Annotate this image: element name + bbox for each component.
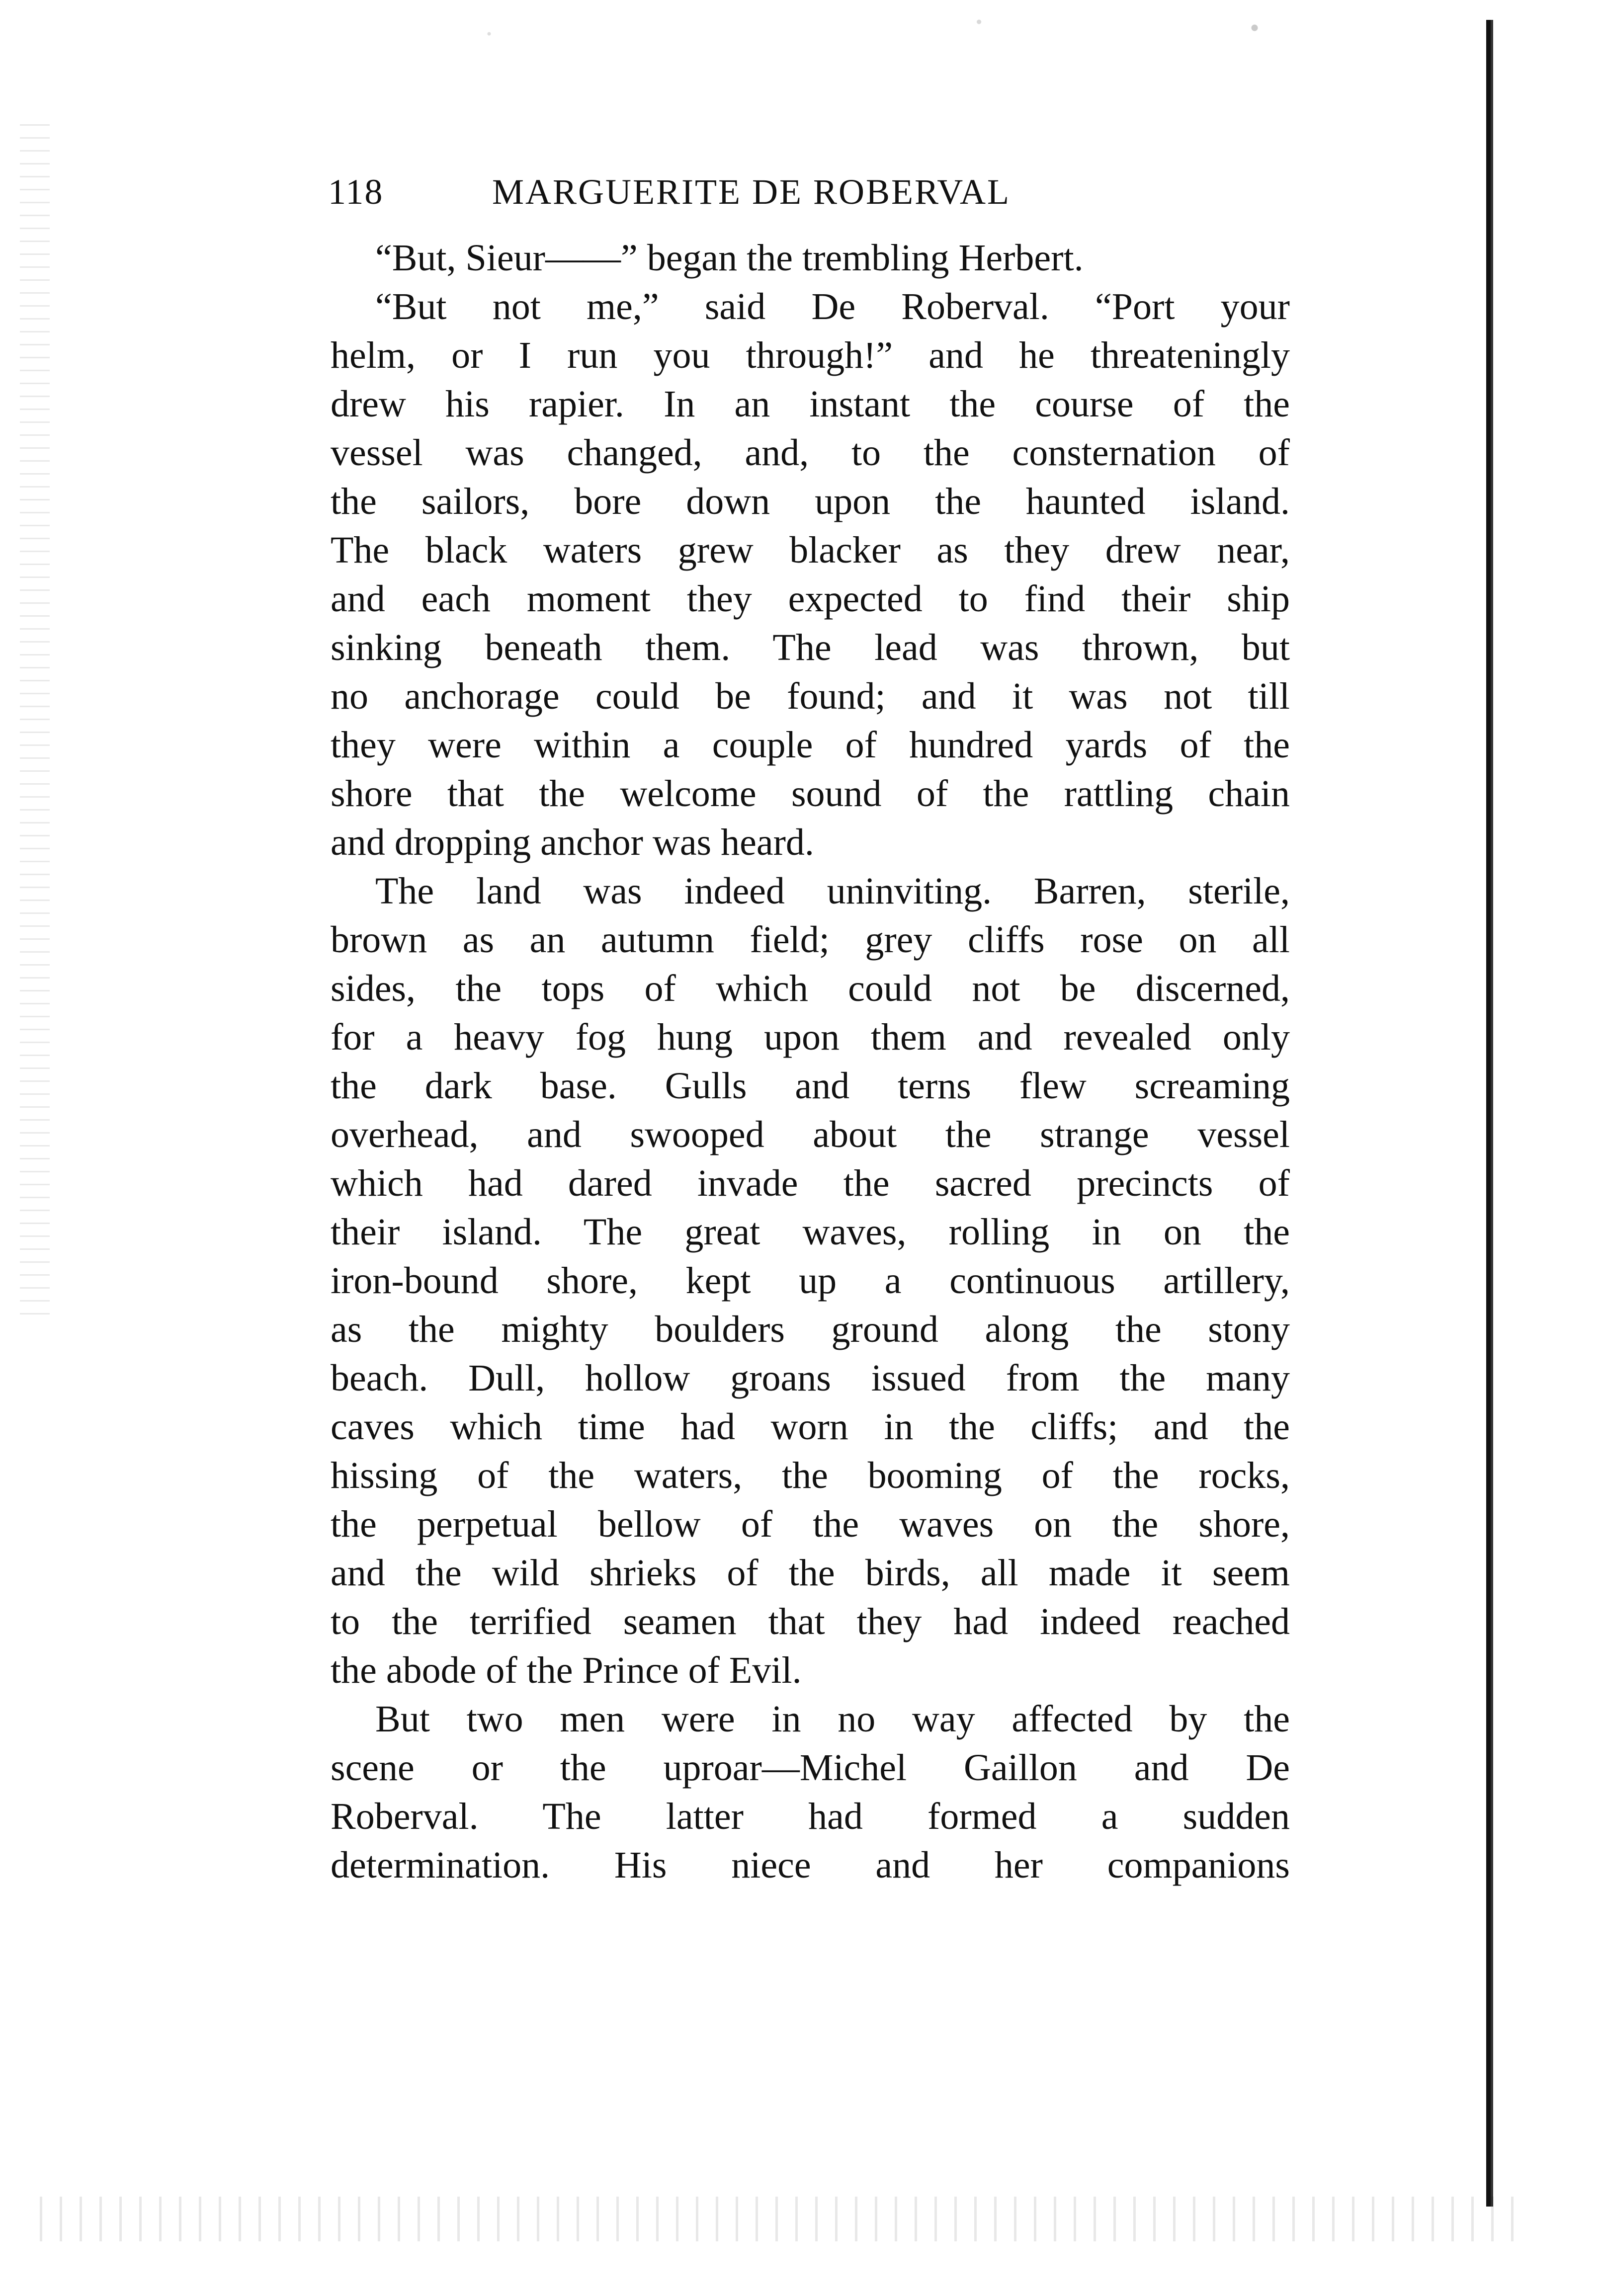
text-line: sides, the tops of which could not be discerned, (331, 968, 1290, 1009)
text-line: The land was indeed uninviting. Barren, sterile, (375, 870, 1290, 912)
text-line: the dark base. Gulls and terns flew screaming (331, 1065, 1290, 1107)
text-line: Roberval. The latter had formed a sudden (331, 1796, 1290, 1837)
text-line: brown as an autumn field; grey cliffs rose on all (331, 919, 1290, 961)
paragraph (331, 282, 1290, 867)
text-line: determination. His niece and her companions (331, 1844, 1290, 1886)
text-line: and dropping anchor was heard. (331, 821, 814, 863)
text-line: no anchorage could be found; and it was not till (331, 675, 1290, 717)
text-line: sinking beneath them. The lead was thrown, but (331, 627, 1290, 668)
body-text (331, 234, 1290, 1889)
text-line: the abode of the Prince of Evil. (331, 1649, 802, 1691)
text-line: beach. Dull, hollow groans issued from the many (331, 1357, 1290, 1399)
text-line: vessel was changed, and, to the consternation of (331, 432, 1290, 474)
paragraph (331, 1695, 1290, 1889)
text-line: shore that the welcome sound of the rattling chain (331, 773, 1290, 815)
page-header (328, 171, 1307, 216)
text-line: caves which time had worn in the cliffs; and the (331, 1406, 1290, 1448)
text-line: hissing of the waters, the booming of the rocks, (331, 1455, 1290, 1496)
text-line: iron-bound shore, kept up a continuous artillery, (331, 1260, 1290, 1302)
scan-noise-top (30, 10, 1561, 70)
scan-noise-left (20, 124, 50, 1317)
text-line: scene or the uproar—Michel Gaillon and De (331, 1747, 1290, 1789)
text-line: they were within a couple of hundred yards of the (331, 724, 1290, 766)
scan-noise-bottom (40, 2197, 1531, 2241)
text-line: “But not me,” said De Roberval. “Port your (375, 286, 1290, 328)
text-line: the sailors, bore down upon the haunted island. (331, 481, 1290, 522)
page-edge-shadow (1486, 20, 1493, 2207)
text-line: drew his rapier. In an instant the course of the (331, 383, 1290, 425)
text-line: But two men were in no way affected by the (375, 1698, 1290, 1740)
text-line: the perpetual bellow of the waves on the shore, (331, 1503, 1290, 1545)
text-line: which had dared invade the sacred precincts of (331, 1162, 1290, 1204)
text-line: as the mighty boulders ground along the stony (331, 1309, 1290, 1350)
page-number: 118 (328, 172, 384, 212)
paragraph (331, 867, 1290, 1695)
text-line: for a heavy fog hung upon them and revealed only (331, 1016, 1290, 1058)
running-head: MARGUERITE DE ROBERVAL (492, 172, 1011, 212)
text-line: to the terrified seamen that they had indeed reached (331, 1601, 1290, 1642)
paragraph (331, 234, 1290, 282)
text-line: “But, Sieur——” began the trembling Herbert. (375, 237, 1084, 279)
text-line: and each moment they expected to find their ship (331, 578, 1290, 620)
text-line: and the wild shrieks of the birds, all made it seem (331, 1552, 1290, 1594)
text-line: helm, or I run you through!” and he threateningly (331, 334, 1290, 376)
text-line: overhead, and swooped about the strange vessel (331, 1114, 1290, 1155)
text-line: their island. The great waves, rolling in on the (331, 1211, 1290, 1253)
text-line: The black waters grew blacker as they drew near, (331, 529, 1290, 571)
